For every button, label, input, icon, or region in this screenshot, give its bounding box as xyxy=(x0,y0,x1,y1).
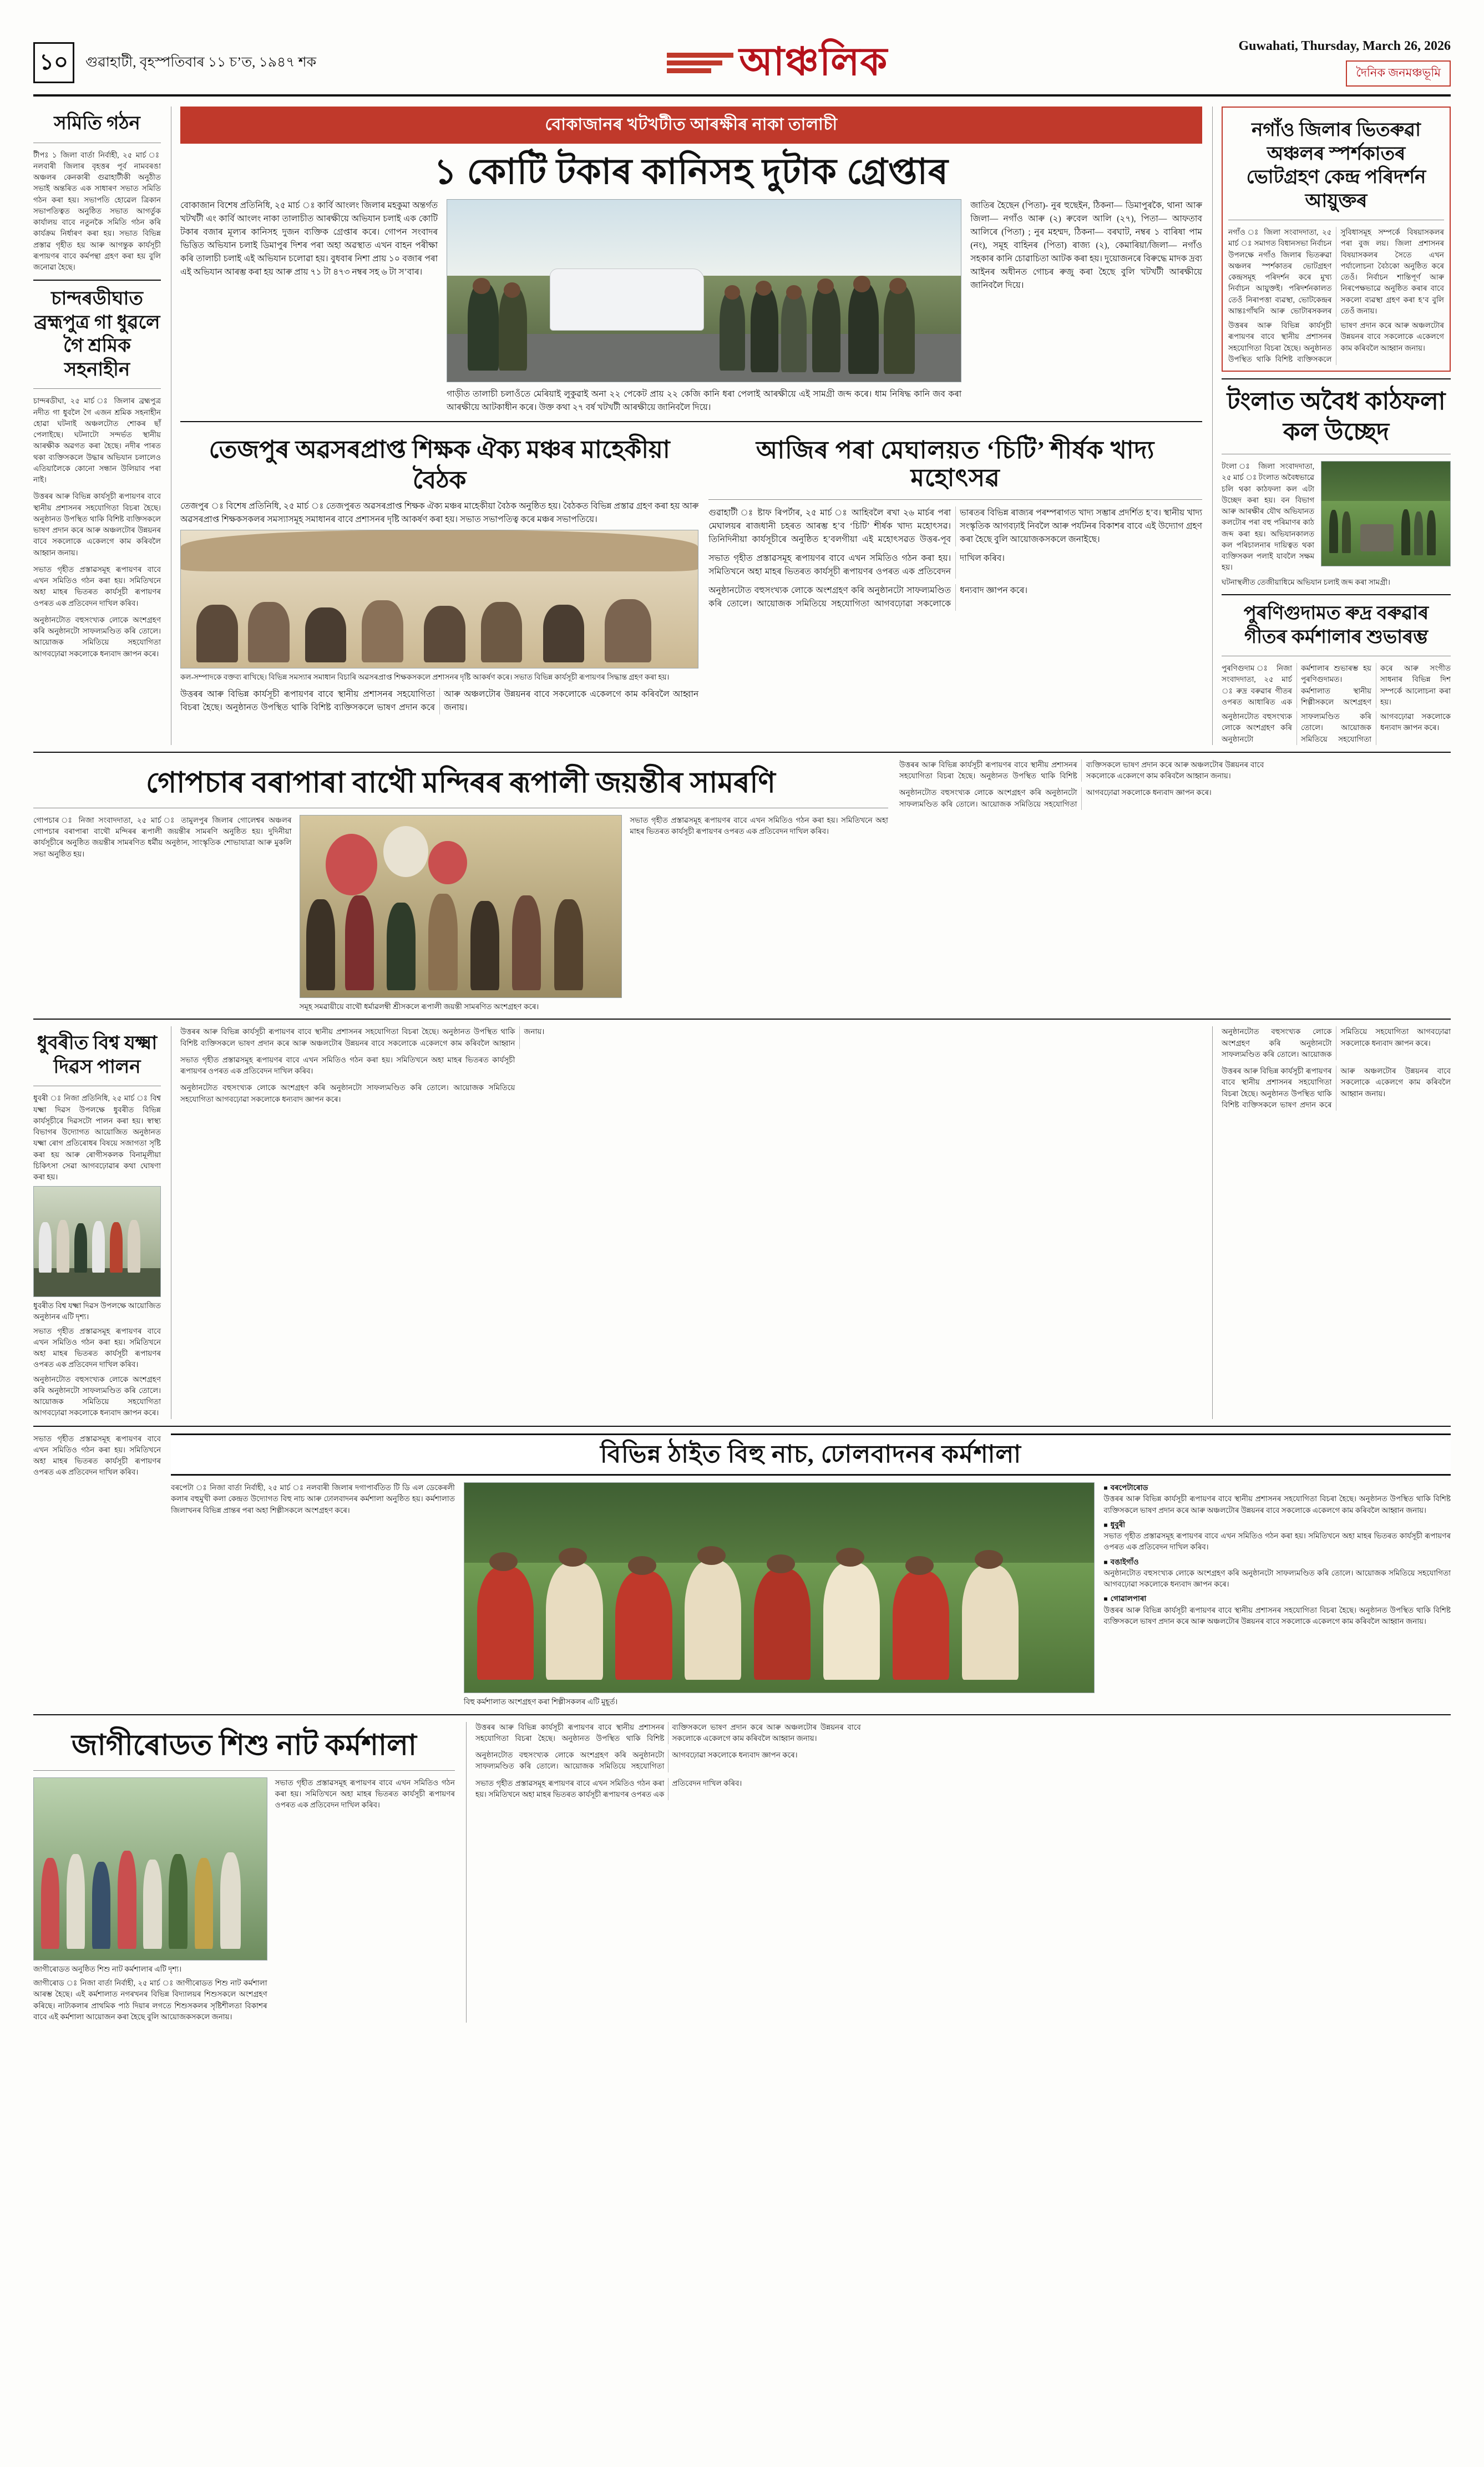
temple-filler: সভাত গৃহীত প্ৰস্তাৱসমূহ ৰূপায়ণৰ বাবে এখন সমিতিও গঠন কৰা হয়। সমিতিখনে অহা মাহৰ ভিতৰত কাৰ্যসূচী ৰূপায়ণৰ ওপৰত এক প্ৰতিবেদন দাখিল কৰিব। xyxy=(630,815,888,836)
nagaon-title: নগাঁও জিলাৰ ভিতৰুৱা অঞ্চলৰ স্পৰ্শকাতৰ ভোটগ্ৰহণ কেন্দ্ৰ পৰিদৰ্শন আয়ুক্তৰ xyxy=(1246,120,1426,211)
lower-mid-text-2: সভাত গৃহীত প্ৰস্তাৱসমূহ ৰূপায়ণৰ বাবে এখন সমিতিও গঠন কৰা হয়। সমিতিখনে অহা মাহৰ ভিতৰত কাৰ্যসূচী ৰূপায়ণৰ ওপৰত এক প্ৰতিবেদন দাখিল কৰিব। xyxy=(180,1055,515,1076)
teacher-photo xyxy=(180,530,698,668)
bihu-sub-3-body: অনুষ্ঠানটোত বহুসংখ্যক লোকে অংশগ্ৰহণ কৰি অনুষ্ঠানটো সাফল্যমণ্ডিত কৰি তোলে। আয়োজক সমিতিয়ে সহযোগিতা আগবঢ়োৱা সকলোকে ধন্যবাদ জ্ঞাপন কৰে। xyxy=(1103,1568,1451,1589)
lower-mid-text: উত্তৰৰ আৰু বিভিন্ন কাৰ্যসূচী ৰূপায়ণৰ বাবে স্থানীয় প্ৰশাসনৰ সহযোগিতা বিচৰা হৈছে। অনুষ্ঠানত উপস্থিত থাকি বিশিষ্ট ব্যক্তিসকলে ভাষণ প্ৰদান কৰে আৰু অঞ্চলটোৰ উন্নয়নৰ বাবে সকলোকে একেলগে কাম কৰিবলৈ আহ্বান জনায়। xyxy=(180,1027,545,1047)
temple-caption: সমূহ সমৱায়ীয়ে বাথৌ ধৰ্মাৱলম্বী শ্ৰীসকলে ৰূপালী জয়ন্তী সামৰণিত অংশগ্ৰহণ কৰে। xyxy=(299,1002,539,1011)
temple-photo xyxy=(300,815,622,998)
bihu-sub-2: ■ ধুবুৰী xyxy=(1103,1519,1451,1531)
masthead-logo xyxy=(667,43,888,82)
bottom-right-text-3: সভাত গৃহীত প্ৰস্তাৱসমূহ ৰূপায়ণৰ বাবে এখন সমিতিও গঠন কৰা হয়। সমিতিখনে অহা মাহৰ ভিতৰত কাৰ্যসূচী ৰূপায়ণৰ ওপৰত এক প্ৰতিবেদন দাখিল কৰিব। xyxy=(475,1779,742,1799)
left-story-2-body: চান্দৰডীঘা, ২৫ মাৰ্চ ঃ জিলাৰ ব্ৰহ্মপুত্ৰ নদীত গা ধুবলৈ গৈ এজন শ্ৰমিক সহনাহীন হোৱা ঘটনাই অঞ্চলটোত শোকৰ ছাঁ পেলাইছে। ঘটনাটো সন্দৰ্ভত স্থানীয় আৰক্ষীক অৱগত কৰা হৈছে। নদীৰ পাৰত থকা ব্যক্তিসকলে উদ্ধাৰ অভিযান চলালেও এতিয়ালৈকে কোনো সন্ধান উলিয়াব পৰা নাই। xyxy=(33,397,161,484)
masthead-date-english: Guwahati, Thursday, March 26, 2026 xyxy=(1238,39,1451,53)
food-fest-story xyxy=(708,429,1202,715)
tb-day-story xyxy=(33,1026,161,1419)
timber-photo-wrap xyxy=(1321,461,1451,574)
teacher-story-title: তেজপুৰ অৱসৰপ্ৰাপ্ত শিক্ষক ঐক্য মঞ্চৰ মাহেকীয়া বৈঠক xyxy=(209,435,670,494)
bihu-band xyxy=(33,1433,1451,1708)
mid-right-text-2: অনুষ্ঠানটোত বহুসংখ্যক লোকে অংশগ্ৰহণ কৰি অনুষ্ঠানটো সাফল্যমণ্ডিত কৰি তোলে। আয়োজক সমিতিয়ে সহযোগিতা আগবঢ়োৱা সকলোকে ধন্যবাদ জ্ঞাপন কৰে। xyxy=(899,788,1212,808)
bihu-sub-1-body: উত্তৰৰ আৰু বিভিন্ন কাৰ্যসূচী ৰূপায়ণৰ বাবে স্থানীয় প্ৰশাসনৰ সহযোগিতা বিচৰা হৈছে। অনুষ্ঠানত উপস্থিত থাকি বিশিষ্ট ব্যক্তিসকলে ভাষণ প্ৰদান কৰে আৰু অঞ্চলটোৰ উন্নয়নৰ বাবে সকলোকে একেলগে কাম কৰিবলৈ আহ্বান জনায়। xyxy=(1103,1495,1451,1514)
left-column xyxy=(33,107,161,745)
lead-body-1: বোকাজান বিশেষ প্ৰতিনিধি, ২৫ মাৰ্চ ঃ কাৰ্বি আংলং জিলাৰ মহকুমা অন্তৰ্গত খটখটী এং কাৰ্বি আংলং নাকা তালাচীত আৰক্ষীয়ে অভিযান চলাই এক কোটি টকাৰ বজাৰ মূল্যৰ কানিসহ দুজন ব্যক্তিক গ্ৰেপ্তাৰ কৰে। গোপন সংবাদৰ ভিত্তিত অভিযান চলাই ডিমাপুৰ দিশৰ পৰা অহা অৱস্থাত এখন বাহন পৰীক্ষা কৰি তালাচী চলাই এই অভিযান চলোৱা হয়। বুধবাৰ নিশা প্ৰায় ১০ বজাৰ পৰা এই অভিযান আৰম্ভ কৰা হয় আৰু প্ৰায় ৭১ টা ৪৭৩ নম্বৰ সহ ৬ টা স’বাৰ। xyxy=(180,200,438,277)
lower-mid-text-3: অনুষ্ঠানটোত বহুসংখ্যক লোকে অংশগ্ৰহণ কৰি অনুষ্ঠানটো সাফল্যমণ্ডিত কৰি তোলে। আয়োজক সমিতিয়ে সহযোগিতা আগবঢ়োৱা সকলোকে ধন্যবাদ জ্ঞাপন কৰে। xyxy=(180,1083,515,1103)
tb-day-filler-2: অনুষ্ঠানটোত বহুসংখ্যক লোকে অংশগ্ৰহণ কৰি অনুষ্ঠানটো সাফল্যমণ্ডিত কৰি তোলে। আয়োজক সমিতিয়ে সহযোগিতা আগবঢ়োৱা সকলোকে ধন্যবাদ জ্ঞাপন কৰে। xyxy=(33,1375,161,1417)
temple-body: গোপচাৰ ঃ নিজা সংবাদদাতা, ২৫ মাৰ্চ ঃ তামুলপুৰ জিলাৰ গোলেশ্বৰ অঞ্চলৰ গোপচাৰ বৰাপাৰা বাথৌ মন্দিৰৰ ৰূপালী জয়ন্তীৰ সামৰণি অনুষ্ঠিত হয়। দুদিনীয়া কাৰ্যসূচীৰে অনুষ্ঠিত জয়ন্তীৰ সামৰণিত ধৰ্মীয় অনুষ্ঠান, সাংস্কৃতিক শোভাযাত্ৰা আৰু মুকলি সভা অনুষ্ঠিত হয়। xyxy=(33,815,292,858)
lead-headline: ১ কোটি টকাৰ কানিসহ দুটাক গ্ৰেপ্তাৰ xyxy=(434,152,949,191)
bihu-photo-wrap xyxy=(464,1482,1095,1708)
bihu-row xyxy=(171,1482,1451,1708)
timber-row xyxy=(1222,461,1451,574)
lead-kicker: বোকাজানৰ খটখটীত আৰক্ষীৰ নাকা তালাচী xyxy=(180,107,1202,144)
left-story-2-filler-3: অনুষ্ঠানটোত বহুসংখ্যক লোকে অংশগ্ৰহণ কৰি অনুষ্ঠানটো সাফল্যমণ্ডিত কৰি তোলে। আয়োজক সমিতিয়ে সহযোগিতা আগবঢ়োৱা সকলোকে ধন্যবাদ জ্ঞাপন কৰে। xyxy=(33,615,161,658)
timber-photo xyxy=(1321,461,1451,566)
bihu-side-col xyxy=(1103,1482,1451,1708)
left-story-2-filler-2: সভাত গৃহীত প্ৰস্তাৱসমূহ ৰূপায়ণৰ বাবে এখন সমিতিও গঠন কৰা হয়। সমিতিখনে অহা মাহৰ ভিতৰত কাৰ্যসূচী ৰূপায়ণৰ ওপৰত এক প্ৰতিবেদন দাখিল কৰিব। xyxy=(33,565,161,607)
nagaon-box xyxy=(1222,107,1451,372)
left-story-2-title: চান্দৰডীঘাত ব্ৰহ্মপুত্ৰ গা ধুৱলে গৈ শ্ৰমিক সহনাহীন xyxy=(34,288,160,380)
masthead-tagline: দৈনিক জনমঞ্চভূমি xyxy=(1346,60,1451,87)
center-subrow xyxy=(180,429,1202,715)
lower-right-text-2: উত্তৰৰ আৰু বিভিন্ন কাৰ্যসূচী ৰূপায়ণৰ বাবে স্থানীয় প্ৰশাসনৰ সহযোগিতা বিচৰা হৈছে। অনুষ্ঠানত উপস্থিত থাকি বিশিষ্ট ব্যক্তিসকলে ভাষণ প্ৰদান কৰে আৰু অঞ্চলটোৰ উন্নয়নৰ বাবে সকলোকে একেলগে কাম কৰিবলৈ আহ্বান জনায়। xyxy=(1222,1067,1451,1109)
child-theatre-body: জাগীৰোড ঃ নিজা বাৰ্তা নিৰ্বাহী, ২৫ মাৰ্চ ঃ জাগীৰোডত শিশু নাট কৰ্মশালা আৰম্ভ হৈছে। এই কৰ্মশালাত নগৰখনৰ বিভিন্ন বিদ্যালয়ৰ শিশুসকলে অংশগ্ৰহণ কৰিছে। নাট্যকলাৰ প্ৰাথমিক পাঠ দিয়াৰ লগতে শিশুসকলৰ সৃষ্টিশীলতা বিকাশৰ বাবে এই কৰ্মশালা আয়োজন কৰা হৈছে বুলি আয়োজকসকলে জনায়। xyxy=(33,1979,267,2021)
bihu-caption: বিহু কৰ্মশালাত অংশগ্ৰহণ কৰা শিল্পীসকলৰ এটি মুহূৰ্ত। xyxy=(463,1698,618,1706)
timber-body: টংলা ঃ জিলা সংবাদদাতা, ২৫ মাৰ্চ ঃ টংলাত অবৈধভাৱে চলি থকা কাঠফলা কল এটা উচ্ছেদ কৰা হয়। বন বিভাগ আৰু আৰক্ষীৰ যৌথ অভিযানত কলটোৰ পৰা বহু পৰিমাণৰ কাঠ জব্দ কৰা হয়। অভিযানকালত কল পৰিচালনাৰ দায়িত্বত থকা ব্যক্তিসকল পলাই যাবলৈ সক্ষম হয়। xyxy=(1222,462,1315,572)
bihu-sub-4: ■ গোৱালপাৰা xyxy=(1103,1593,1451,1604)
mid-band xyxy=(33,759,1451,1012)
child-theatre-title: জাগীৰোডত শিশু নাট কৰ্মশালা xyxy=(72,1729,417,1761)
masthead-left xyxy=(33,42,316,83)
lower-band xyxy=(33,1026,1451,1419)
child-theatre-caption: জাগীৰোডত অনুষ্ঠিত শিশু নাট কৰ্মশালাৰ এটি দৃশ্য। xyxy=(33,1964,182,1973)
child-theatre-photo xyxy=(33,1777,267,1961)
nagaon-filler: উত্তৰৰ আৰু বিভিন্ন কাৰ্যসূচী ৰূপায়ণৰ বাবে স্থানীয় প্ৰশাসনৰ সহযোগিতা বিচৰা হৈছে। অনুষ্ঠানত উপস্থিত থাকি বিশিষ্ট ব্যক্তিসকলে ভাষণ প্ৰদান কৰে আৰু অঞ্চলটোৰ উন্নয়নৰ বাবে সকলোকে একেলগে কাম কৰিবলৈ আহ্বান জনায়। xyxy=(1228,321,1444,363)
temple-story xyxy=(33,759,888,1012)
center-column xyxy=(171,107,1202,745)
timber-caption: ঘটনাস্থলীত তেজীয়াধিমে অভিযান চলাই জব্দ কৰা সামগ্ৰী। xyxy=(1222,578,1390,586)
tb-day-caption: ধুবৰীত বিশ্ব যক্ষ্মা দিৱস উপলক্ষে আয়োজিত অনুষ্ঠানৰ এটি দৃশ্য। xyxy=(33,1301,161,1321)
food-fest-headline: আজিৰ পৰা মেঘালয়ত ‘চিটি’ শীৰ্ষক খাদ্য মহোৎসৱ xyxy=(756,436,1155,492)
bihu-sub-3: ■ বঙাইগাঁও xyxy=(1103,1557,1451,1568)
lead-body-3: জাতিৰ হৈছেন (পিতা)- নুৰ হুছেইন, ঠিকনা— ডিমাপুৰকৈ, থানা আৰু জিলা— নগাঁও আৰু (২) ৰুবেল আলি (২৭), পিতা— আফতাব আলিৰে (পিতা) ; নুৰ মহম্মদ, ঠিকনা— বৰঘাট, নম্বৰ ১ বাৰিষা পাম (নং), সমূহ বাহিনৰ (পিতা) ৰাজ্য (২), কেমাৰিয়া/জিলা— নগাঁও সহকাৰ কানি চোৱাচিতা আটক কৰা হয়। দুয়োজনৰে বিৰুদ্ধে মাদক দ্ৰব্য আইনৰ অধীনত গোচৰ ৰুজু কৰা হৈছে বুলি খটখটী আৰক্ষীয়ে জানিবলৈ দিয়ে। xyxy=(970,200,1202,290)
food-fest-filler: সভাত গৃহীত প্ৰস্তাৱসমূহ ৰূপায়ণৰ বাবে এখন সমিতিও গঠন কৰা হয়। সমিতিখনে অহা মাহৰ ভিতৰত কাৰ্যসূচী ৰূপায়ণৰ ওপৰত এক প্ৰতিবেদন দাখিল কৰিব। xyxy=(708,553,1005,576)
child-theatre-photo-wrap xyxy=(33,1777,267,2023)
bihu-left-spacer xyxy=(33,1433,161,1708)
food-fest-body: গুৱাহাটী ঃ ষ্টাফ ৰিপৰ্টাৰ, ২৫ মাৰ্চ ঃ আহিবলৈ ৰখা ২৬ মাৰ্চৰ পৰা মেঘালয়ৰ ৰাজধানী চহৰত আৰম্ভ হ’ব ‘চিটি’ শীৰ্ষক খাদ্য মহোৎসৱ। তিনিদিনীয়া কাৰ্যসূচীৰে অনুষ্ঠিত হ’বলগীয়া এই মহোৎসৱত উত্তৰ-পূব ভাৰতৰ বিভিন্ন ৰাজ্যৰ পৰম্পৰাগত খাদ্য সম্ভাৰ প্ৰদৰ্শিত হ’ব। স্থানীয় খাদ্য সংস্কৃতিক আগবঢ়াই নিবলৈ আৰু পৰ্যটনৰ বিকাশৰ বাবে এই উদ্যোগ গ্ৰহণ কৰা হৈছে বুলি আয়োজকসকলে জনাইছে। xyxy=(708,508,1202,544)
teacher-story-body: তেজপুৰ ঃ বিশেষ প্ৰতিনিধি, ২৫ মাৰ্চ ঃ তেজপুৰত অৱসৰপ্ৰাপ্ত শিক্ষক ঐক্য মঞ্চৰ মাহেকীয়া বৈঠক অনুষ্ঠিত হয়। বৈঠকত বিভিন্ন প্ৰস্তাৱ গ্ৰহণ কৰা হয় আৰু অৱসৰপ্ৰাপ্ত শিক্ষকসকলৰ সমস্যাসমূহ সমাধানৰ বাবে প্ৰশাসনৰ দৃষ্টি আকৰ্ষণ কৰা হয়। সভাত সভাপতিত্ব কৰে মঞ্চৰ সভাপতিয়ে। xyxy=(180,501,699,524)
right-column xyxy=(1212,107,1451,745)
child-theatre-filler: সভাত গৃহীত প্ৰস্তাৱসমূহ ৰূপায়ণৰ বাবে এখন সমিতিও গঠন কৰা হয়। সমিতিখনে অহা মাহৰ ভিতৰত কাৰ্যসূচী ৰূপায়ণৰ ওপৰত এক প্ৰতিবেদন দাখিল কৰিব। xyxy=(275,1778,455,1810)
tb-day-title: ধুবৰীত বিশ্ব যক্ষ্মা দিৱস পালন xyxy=(37,1033,158,1077)
left-story-1-body: টীপঃ ১ জিলা বাৰ্তা নিৰ্বাহী, ২৫ মাৰ্চ ঃ নলবাৰী জিলাৰ বৃহত্তৰ পূৰ্ব নামবৰঙা অঞ্চলৰ কেনকাৰী গুৱাহাটীকী অনুঠীত সভাই অন্তৰিত এক সাধাৰণ সভাত সমিতি গঠন কৰা হয়। সভাপতি হোৱেল ত্ৰিকান সভাপতিত্বত অনুষ্ঠিত সভাত আগৰ্তুক কাৰ্যালয় বাবে নতুনকৈ সমিতি গঠন কৰি কাৰ্যক্ৰম নিৰ্ধাৰণ কৰা হয়। সভাত বিভিন্ন প্ৰস্তাৱ গৃহীত হয় আৰু আগন্তুক কাৰ্যসূচী ৰূপায়ণৰ বাবে কৰ্মপন্থা গ্ৰহণ কৰা হয় বুলি জনোৱা হৈছে। xyxy=(33,150,161,271)
nagaon-body: নগাঁও ঃ জিলা সংবাদদাতা, ২৫ মাৰ্চ ঃ সমাগত বিধানসভা নিৰ্বাচন উপলক্ষে নগাঁও জিলাৰ ভিতৰুৱা অঞ্চলৰ স্পৰ্শকাতৰ ভোটগ্ৰহণ কেন্দ্ৰসমূহ পৰিদৰ্শন কৰে মুখ্য নিৰ্বাচন আয়ুক্তই। পৰিদৰ্শনকালত তেওঁ নিৰাপত্তা ব্যৱস্থা, ভোটকেন্দ্ৰৰ আন্তঃগাঁথনি আৰু ভোটাৰসকলৰ সুবিধাসমূহ সম্পৰ্কে বিষয়াসকলৰ পৰা বুজ লয়। জিলা প্ৰশাসনৰ বিষয়াসকলৰ সৈতে এখন পৰ্যালোচনা বৈঠকো অনুষ্ঠিত কৰে তেওঁ। নিৰ্বাচন শান্তিপূৰ্ণ আৰু নিৰপেক্ষভাৱে অনুষ্ঠিত কৰাৰ বাবে সকলো ব্যৱস্থা গ্ৰহণ কৰা হ’ব বুলি তেওঁ জনায়। xyxy=(1228,228,1444,315)
workshop-inaug-body: পুৰণিগুদাম ঃ নিজা সংবাদদাতা, ২৫ মাৰ্চ ঃ ৰুদ্ৰ বৰুৱাৰ গীতৰ ওপৰত আধাৰিত এক কৰ্মশালাৰ শুভাৰম্ভ হয় পুৰণিগুদামত। কৰ্মশালাত স্থানীয় শিল্পীসকলে অংশগ্ৰহণ কৰে আৰু সংগীত সাধনাৰ বিভিন্ন দিশ সম্পৰ্কে আলোচনা কৰা হয়। xyxy=(1222,664,1451,706)
bihu-sub-4-body: উত্তৰৰ আৰু বিভিন্ন কাৰ্যসূচী ৰূপায়ণৰ বাবে স্থানীয় প্ৰশাসনৰ সহযোগিতা বিচৰা হৈছে। অনুষ্ঠানত উপস্থিত থাকি বিশিষ্ট ব্যক্তিসকলে ভাষণ প্ৰদান কৰে আৰু অঞ্চলটোৰ উন্নয়নৰ বাবে সকলোকে একেলগে কাম কৰিবলৈ আহ্বান জনায়। xyxy=(1103,1605,1451,1625)
lower-right-filler xyxy=(1212,1026,1451,1419)
bihu-left-text: সভাত গৃহীত প্ৰস্তাৱসমূহ ৰূপায়ণৰ বাবে এখন সমিতিও গঠন কৰা হয়। সমিতিখনে অহা মাহৰ ভিতৰত কাৰ্যসূচী ৰূপায়ণৰ ওপৰত এক প্ৰতিবেদন দাখিল কৰিব। xyxy=(33,1434,161,1477)
timber-title: টংলাত অবৈধ কাঠফলা কল উচ্ছেদ xyxy=(1227,388,1446,445)
bottom-right-text: উত্তৰৰ আৰু বিভিন্ন কাৰ্যসূচী ৰূপায়ণৰ বাবে স্থানীয় প্ৰশাসনৰ সহযোগিতা বিচৰা হৈছে। অনুষ্ঠানত উপস্থিত থাকি বিশিষ্ট ব্যক্তিসকলে ভাষণ প্ৰদান কৰে আৰু অঞ্চলটোৰ উন্নয়নৰ বাবে সকলোকে একেলগে কাম কৰিবলৈ আহ্বান জনায়। xyxy=(475,1723,861,1742)
bihu-sub-1: ■ বৰপেটাৰোড xyxy=(1103,1482,1451,1493)
bottom-right-filler xyxy=(466,1722,1451,2023)
teacher-photo-caption: কল-সম্পাদকে বক্তব্য ৰাখিছে। বিভিন্ন সমস্যাৰ সমাধান বিচাৰি অৱসৰপ্ৰাপ্ত শিক্ষকসকলে প্ৰশাসনৰ দৃষ্টি আকৰ্ষণ কৰে। সভাত বিভিন্ন কাৰ্যসূচী ৰূপায়ণৰ সিদ্ধান্ত গ্ৰহণ কৰা হয়। xyxy=(180,672,670,681)
teacher-story-filler: উত্তৰৰ আৰু বিভিন্ন কাৰ্যসূচী ৰূপায়ণৰ বাবে স্থানীয় প্ৰশাসনৰ সহযোগিতা বিচৰা হৈছে। অনুষ্ঠানত উপস্থিত থাকি বিশিষ্ট ব্যক্তিসকলে ভাষণ প্ৰদান কৰে আৰু অঞ্চলটোৰ উন্নয়নৰ বাবে সকলোকে একেলগে কাম কৰিবলৈ আহ্বান জনায়। xyxy=(180,690,699,713)
bottom-right-text-2: অনুষ্ঠানটোত বহুসংখ্যক লোকে অংশগ্ৰহণ কৰি অনুষ্ঠানটো সাফল্যমণ্ডিত কৰি তোলে। আয়োজক সমিতিয়ে সহযোগিতা আগবঢ়োৱা সকলোকে ধন্যবাদ জ্ঞাপন কৰে। xyxy=(475,1751,798,1771)
newspaper-title: আঞ্চলিক xyxy=(739,41,888,84)
page-number: ১০ xyxy=(33,42,74,83)
left-story-2-filler: উত্তৰৰ আৰু বিভিন্ন কাৰ্যসূচী ৰূপায়ণৰ বাবে স্থানীয় প্ৰশাসনৰ সহযোগিতা বিচৰা হৈছে। অনুষ্ঠানত উপস্থিত থাকি বিশিষ্ট ব্যক্তিসকলে ভাষণ প্ৰদান কৰে আৰু অঞ্চলটোৰ উন্নয়নৰ বাবে সকলোকে একেলগে কাম কৰিবলৈ আহ্বান জনায়। xyxy=(33,492,161,557)
bihu-sub-2-body: সভাত গৃহীত প্ৰস্তাৱসমূহ ৰূপায়ণৰ বাবে এখন সমিতিও গঠন কৰা হয়। সমিতিখনে অহা মাহৰ ভিতৰত কাৰ্যসূচী ৰূপায়ণৰ ওপৰত এক প্ৰতিবেদন দাখিল কৰিব। xyxy=(1103,1532,1451,1552)
masthead-dateline-assamese: গুৱাহাটী, বৃহস্পতিবাৰ ১১ চ’ত, ১৯৪৭ শক xyxy=(85,54,317,70)
lead-photo-wrap xyxy=(447,199,961,414)
child-theatre-story xyxy=(33,1722,455,2023)
lead-photo xyxy=(447,199,961,382)
tb-day-photo xyxy=(33,1186,161,1297)
bihu-story xyxy=(171,1433,1451,1708)
masthead-right xyxy=(1238,39,1451,87)
bihu-headline: বিভিন্ন ঠাইত বিহু নাচ, ঢোলবাদনৰ কৰ্মশালা xyxy=(171,1433,1451,1476)
bihu-lead: বৰপেটা ঃ নিজা বাৰ্তা নিৰ্বাহী, ২৫ মাৰ্চ ঃ নলবাৰী জিলাৰ দগাপাৰ্বতিত টি ডি এল ডেকেৰলী কলাৰ বহুমুখী কলা কেন্দ্ৰত উদ্যোগত বিহু নাচ আৰু ঢোলবাদনৰ কৰ্মশালা অনুষ্ঠিত হয়। কৰ্মশালাত জিলাখনৰ বিভিন্ন প্ৰান্তৰ পৰা অহা শিল্পীসকলে অংশগ্ৰহণ কৰে। xyxy=(171,1483,455,1514)
left-story-1-title: সমিতি গঠন xyxy=(54,113,140,134)
mid-right-filler xyxy=(899,759,1451,1012)
teacher-story xyxy=(180,429,698,715)
bottom-band xyxy=(33,1722,1451,2023)
lead-body-2: গাড়ীত তালাচী চলাওঁতে মেৰিয়াই লুকুৱাই অনা ২২ পেকেট প্ৰায় ২২ কেজি কানি ধৰা পেলাই আৰক্ষীয়ে এই সামগ্ৰী জব্দ কৰে। ধাম নিষিদ্ধ কানি জব কৰা আৰক্ষীয়ে আটকাধীন কৰে। উক্ত কথা ২৭ বৰ্ষ খটখটী আৰক্ষীয়ে জানিবলৈ দিয়ে। xyxy=(447,389,962,412)
lower-mid-filler xyxy=(171,1026,1202,1419)
logo-bars-icon xyxy=(667,53,733,73)
food-fest-filler-2: অনুষ্ঠানটোত বহুসংখ্যক লোকে অংশগ্ৰহণ কৰি অনুষ্ঠানটো সাফল্যমণ্ডিত কৰি তোলে। আয়োজক সমিতিয়ে সহযোগিতা আগবঢ়োৱা সকলোকে ধন্যবাদ জ্ঞাপন কৰে। xyxy=(708,585,1028,609)
lead-body-grid xyxy=(180,199,1202,414)
temple-title: গোপচাৰ বৰাপাৰা বাথৌ মন্দিৰৰ ৰূপালী জয়ন্তীৰ সামৰণি xyxy=(146,767,776,799)
page-content xyxy=(33,107,1451,745)
mid-right-text: উত্তৰৰ আৰু বিভিন্ন কাৰ্যসূচী ৰূপায়ণৰ বাবে স্থানীয় প্ৰশাসনৰ সহযোগিতা বিচৰা হৈছে। অনুষ্ঠানত উপস্থিত থাকি বিশিষ্ট ব্যক্তিসকলে ভাষণ প্ৰদান কৰে আৰু অঞ্চলটোৰ উন্নয়নৰ বাবে সকলোকে একেলগে কাম কৰিবলৈ আহ্বান জনায়। xyxy=(899,760,1264,781)
workshop-inaug-filler: অনুষ্ঠানটোত বহুসংখ্যক লোকে অংশগ্ৰহণ কৰি অনুষ্ঠানটো সাফল্যমণ্ডিত কৰি তোলে। আয়োজক সমিতিয়ে সহযোগিতা আগবঢ়োৱা সকলোকে ধন্যবাদ জ্ঞাপন কৰে। xyxy=(1222,712,1451,743)
tb-day-filler: সভাত গৃহীত প্ৰস্তাৱসমূহ ৰূপায়ণৰ বাবে এখন সমিতিও গঠন কৰা হয়। সমিতিখনে অহা মাহৰ ভিতৰত কাৰ্যসূচী ৰূপায়ণৰ ওপৰত এক প্ৰতিবেদন দাখিল কৰিব। xyxy=(33,1326,161,1369)
masthead xyxy=(33,39,1451,97)
lower-right-text: অনুষ্ঠানটোত বহুসংখ্যক লোকে অংশগ্ৰহণ কৰি অনুষ্ঠানটো সাফল্যমণ্ডিত কৰি তোলে। আয়োজক সমিতিয়ে সহযোগিতা আগবঢ়োৱা সকলোকে ধন্যবাদ জ্ঞাপন কৰে। xyxy=(1222,1027,1451,1058)
temple-photo-wrap xyxy=(300,815,622,1012)
tb-day-body: ধুবৰী ঃ নিজা প্ৰতিনিধি, ২৫ মাৰ্চ ঃ বিশ্ব যক্ষ্মা দিৱস উপলক্ষে ধুবৰীত বিভিন্ন কাৰ্যসূচীৰে দিৱসটো পালন কৰা হয়। স্বাস্থ্য বিভাগৰ উদ্যোগত আয়োজিত অনুষ্ঠানত যক্ষ্মা ৰোগ প্ৰতিৰোধৰ বিষয়ে সজাগতা সৃষ্টি কৰা হয় আৰু ৰোগীসকলক বিনামূলীয়া চিকিৎসা সেৱা আগবঢ়োৱাৰ কথা ঘোষণা কৰা হয়। xyxy=(33,1094,161,1182)
bihu-photo xyxy=(464,1482,1095,1693)
temple-row xyxy=(33,815,888,1012)
workshop-inaug-title: পুৰণিগুদামত ৰুদ্ৰ বৰুৱাৰ গীতৰ কৰ্মশালাৰ শুভাৰম্ভ xyxy=(1243,603,1429,647)
child-theatre-row xyxy=(33,1777,455,2023)
